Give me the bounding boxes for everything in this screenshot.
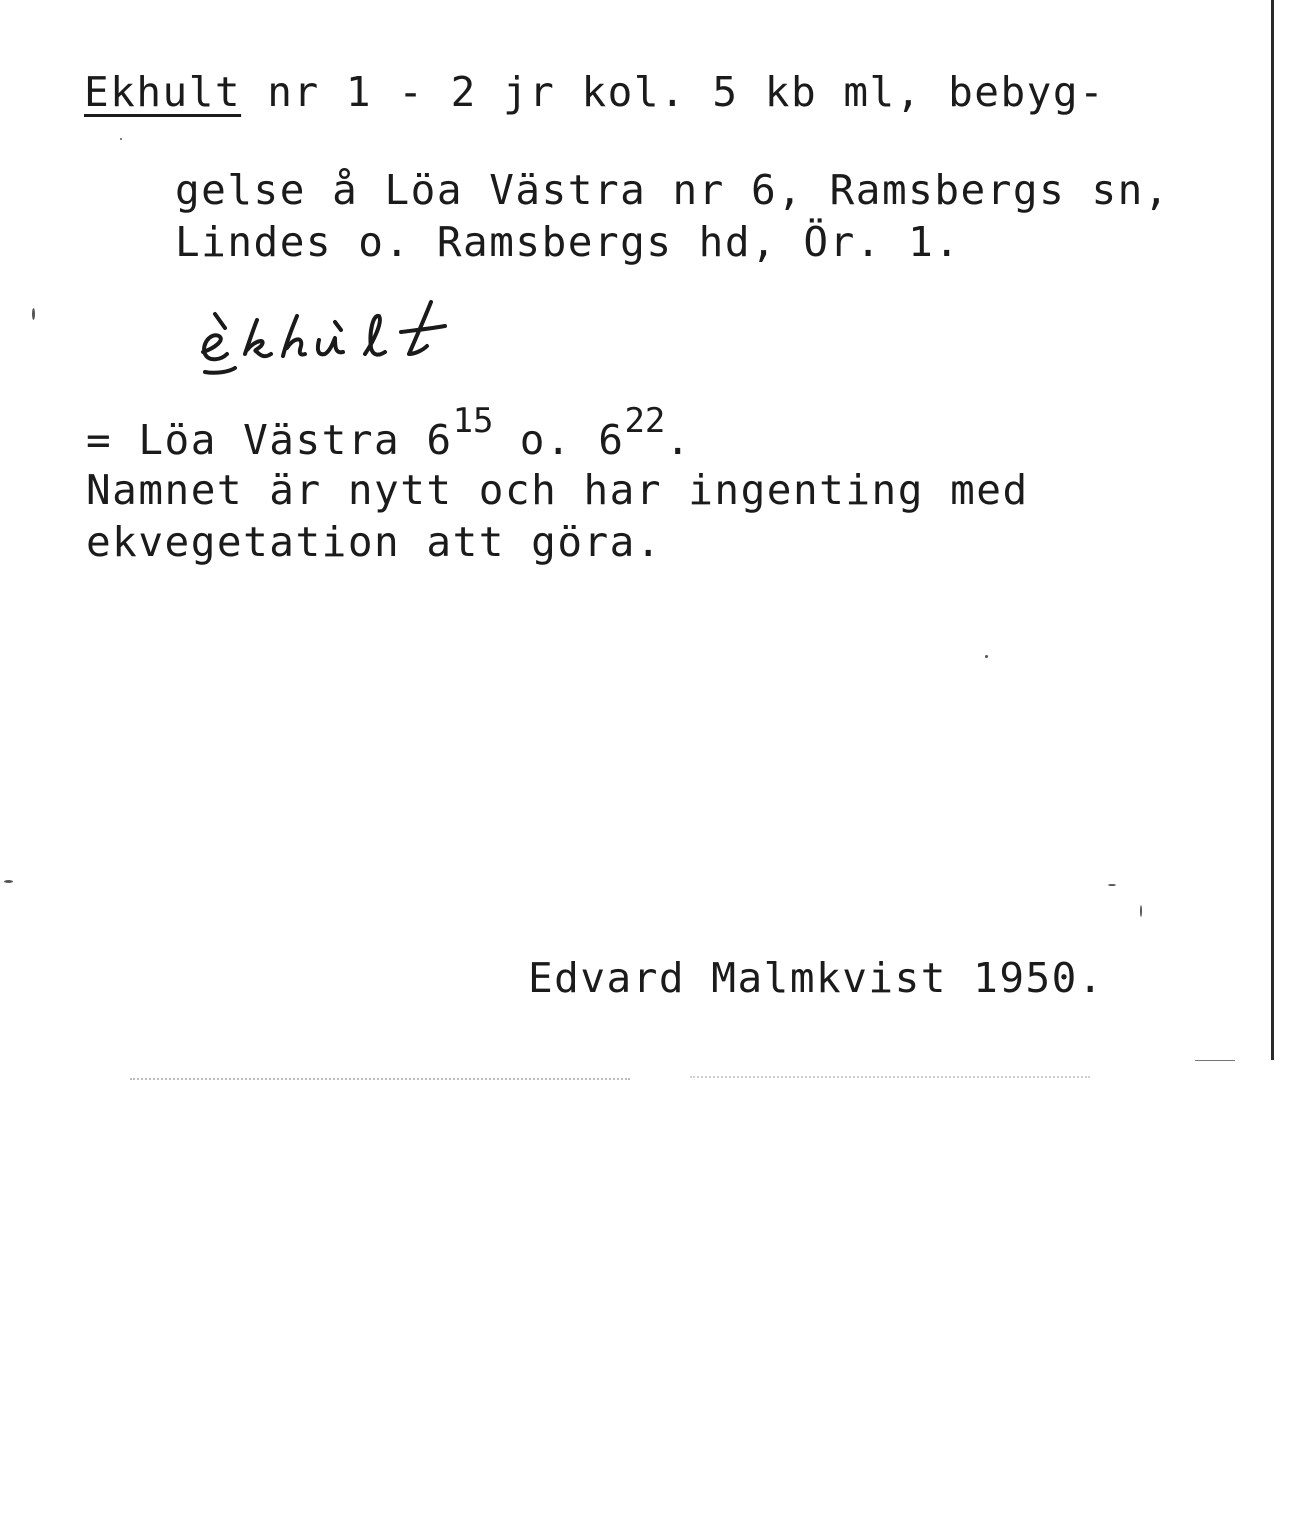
entry-line-1 <box>84 68 1106 116</box>
card-corner-mark <box>1195 1060 1235 1061</box>
scan-speck <box>1140 905 1142 917</box>
card-right-edge <box>1271 0 1274 1060</box>
scan-speck <box>32 308 35 320</box>
scan-speck <box>4 880 13 883</box>
superscript-1: 15 <box>452 401 494 441</box>
entry-line-2: gelse å Löa Västra nr 6, Ramsbergs sn, <box>175 166 1170 214</box>
entry-line-3: Lindes o. Ramsbergs hd, Ör. 1. <box>175 218 961 266</box>
scan-speck <box>1108 884 1116 886</box>
entry-line-1-rest: nr 1 - 2 jr kol. 5 kb ml, bebyg- <box>241 68 1106 116</box>
identification-line <box>86 401 692 464</box>
identification-suffix: . <box>665 416 692 464</box>
superscript-2: 22 <box>624 401 666 441</box>
handwritten-pronunciation <box>195 292 525 382</box>
headword: Ekhult <box>84 68 242 116</box>
note-line-1: Namnet är nytt och har ingenting med <box>86 466 1029 514</box>
card-bottom-edge-faint <box>690 1076 1090 1078</box>
note-line-2: ekvegetation att göra. <box>86 518 663 566</box>
signature: Edvard Malmkvist 1950. <box>528 954 1105 1002</box>
identification-mid: o. 6 <box>493 416 625 464</box>
card-bottom-edge <box>130 1078 630 1080</box>
identification-prefix: = Löa Västra 6 <box>86 416 453 464</box>
scan-speck <box>985 655 988 658</box>
scan-speck <box>120 138 122 140</box>
